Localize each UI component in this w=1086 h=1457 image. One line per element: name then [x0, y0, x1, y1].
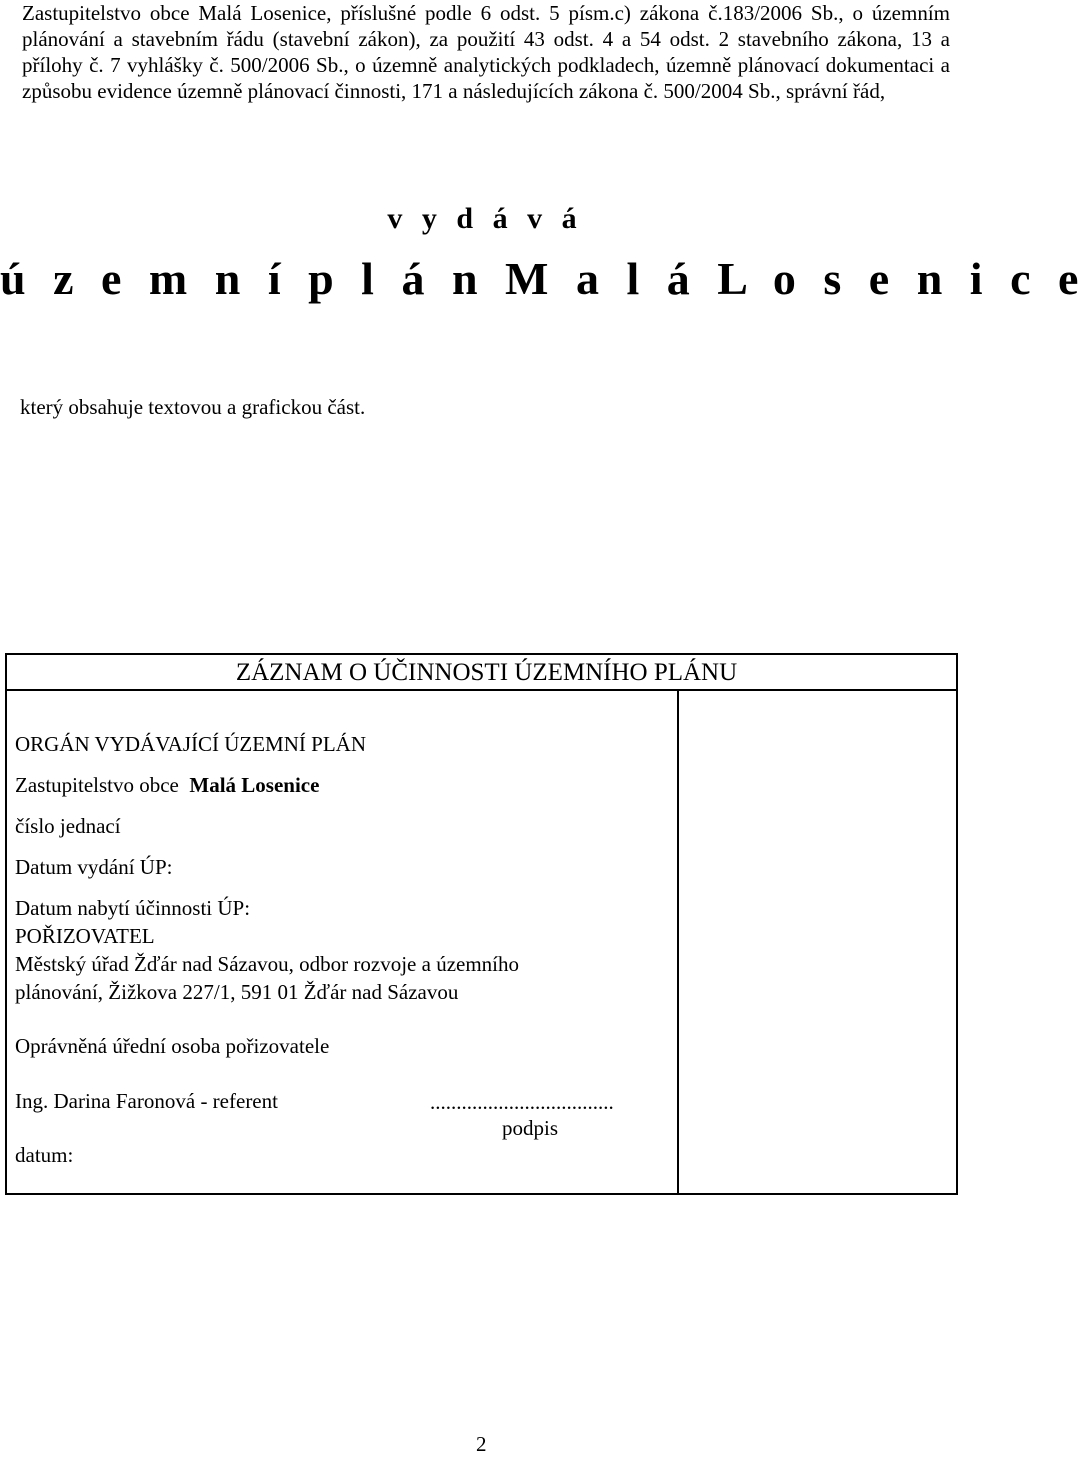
- council-line: [15, 772, 319, 798]
- issuing-body-label: ORGÁN VYDÁVAJÍCÍ ÚZEMNÍ PLÁN: [15, 732, 366, 756]
- procurer-line-2: plánování, Žižkova 227/1, 591 01 Žďár nad Sázavou: [15, 980, 459, 1004]
- contains-note: který obsahuje textovou a grafickou část.: [20, 395, 366, 419]
- intro-paragraph: Zastupitelstvo obce Malá Losenice, příslušné podle 6 odst. 5 písm.c) zákona č.183/2006 Sb., o územním plánování a stavebním řádu (stavební zákon), za použití 43 odst. 4 a 54 odst. 2 stavebního zákona, 13 a přílohy č. 7 vyhlášky č. 500/2006 Sb., o územně analytických podkladech, územně plánovací dokumentaci a způsobu evidence územně plánovací činnosti, 171 a následujících zákona č. 500/2004 Sb., správní řád,: [22, 1, 950, 103]
- effective-date-label: Datum nabytí účinnosti ÚP:: [15, 896, 251, 920]
- record-heading-divider: [7, 689, 956, 691]
- issues-heading: v y d á v á: [387, 202, 583, 235]
- reference-number-label: číslo jednací: [15, 814, 121, 838]
- date-label: datum:: [15, 1143, 74, 1167]
- procurer-label: POŘIZOVATEL: [15, 924, 155, 948]
- issue-date-label: Datum vydání ÚP:: [15, 855, 173, 879]
- record-column-divider: [677, 689, 679, 1193]
- page-number: 2: [476, 1432, 487, 1456]
- authorized-person-label: Oprávněná úřední osoba pořizovatele: [15, 1034, 330, 1058]
- record-heading: ZÁZNAM O ÚČINNOSTI ÚZEMNÍHO PLÁNU: [235, 659, 738, 686]
- authorized-person-name: Ing. Darina Faronová - referent: [15, 1089, 278, 1113]
- council-name: Malá Losenice: [189, 773, 320, 797]
- procurer-line-1: Městský úřad Žďár nad Sázavou, odbor rozvoje a územního: [15, 952, 520, 976]
- signature-line: ...................................: [430, 1090, 614, 1114]
- plan-title: ú z e m n í p l á n M a l á L o s e n i c e: [0, 253, 1086, 304]
- record-box: [5, 653, 958, 1195]
- signature-label: podpis: [502, 1116, 559, 1140]
- council-prefix: Zastupitelstvo obce: [15, 773, 179, 797]
